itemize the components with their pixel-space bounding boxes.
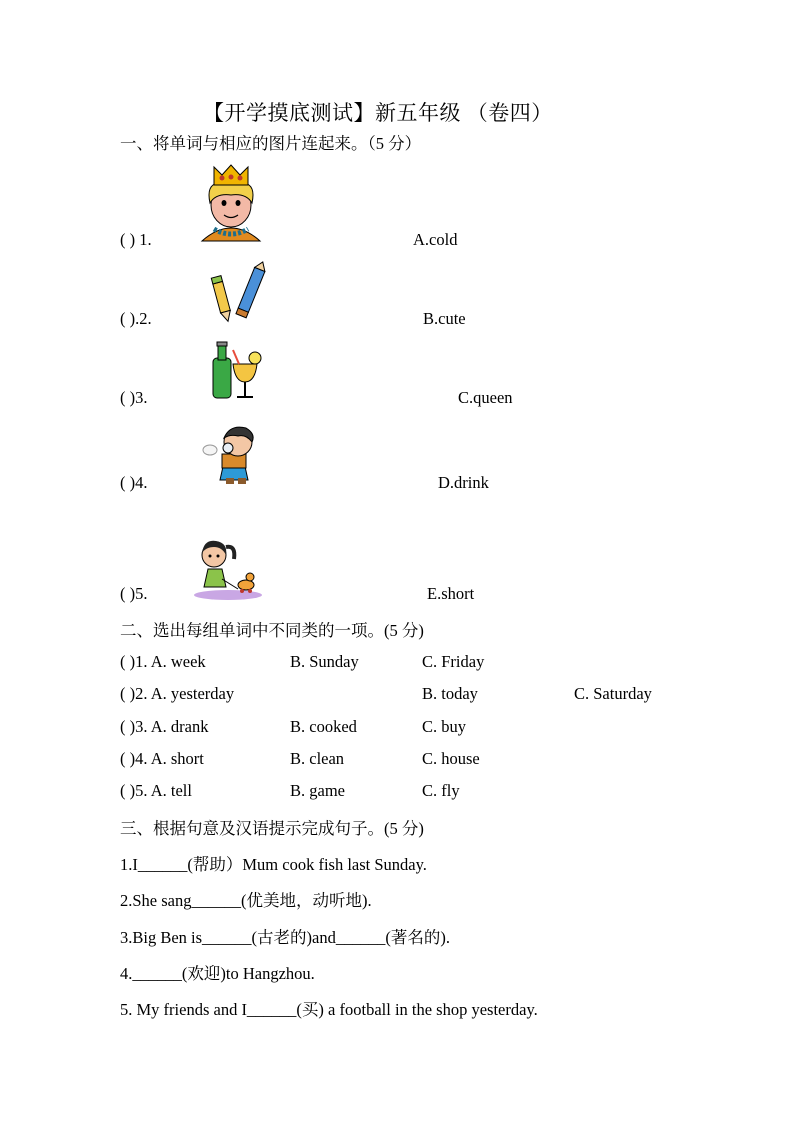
- odd-one-out-row-1-b: B. Sunday: [290, 652, 359, 671]
- match-item-5-word: E.short: [427, 584, 475, 603]
- section2-heading: 二、选出每组单词中不同类的一项。(5 分): [120, 621, 424, 640]
- match-item-4-label: ( )4.: [120, 473, 148, 492]
- match-item-1-word: A.cold: [413, 230, 458, 249]
- section3-heading: 三、根据句意及汉语提示完成句子。(5 分): [120, 819, 424, 838]
- odd-one-out-row-5-c: C. fly: [422, 781, 460, 800]
- odd-one-out-row-3-c: C. buy: [422, 717, 467, 736]
- odd-one-out-row-5-b: B. game: [290, 781, 345, 800]
- odd-one-out-row-2-c: C. Saturday: [574, 684, 652, 703]
- match-item-4-word: D.drink: [438, 473, 489, 492]
- queen-icon: [196, 163, 266, 245]
- sentence-5: 5. My friends and I______(买) a football in the shop yesterday.: [120, 1000, 538, 1019]
- odd-one-out-row-1-c: C. Friday: [422, 652, 485, 671]
- match-item-2-word: B.cute: [423, 309, 466, 328]
- drink-icon: [207, 340, 265, 402]
- odd-one-out-row-5-a: ( )5. A. tell: [120, 781, 192, 800]
- pencils-icon: [208, 260, 272, 324]
- sentence-1: 1.I______(帮助）Mum cook fish last Sunday.: [120, 855, 427, 874]
- cute-girl-icon: [192, 533, 264, 601]
- match-item-3-label: ( )3.: [120, 388, 148, 407]
- odd-one-out-row-4-b: B. clean: [290, 749, 345, 768]
- match-item-2-label: ( ).2.: [120, 309, 152, 328]
- odd-one-out-row-3-a: ( )3. A. drank: [120, 717, 209, 736]
- odd-one-out-row-4-c: C. house: [422, 749, 480, 768]
- odd-one-out-row-2-b: B. today: [422, 684, 478, 703]
- sentence-3: 3.Big Ben is______(古老的)and______(著名的).: [120, 928, 450, 947]
- cold-boy-icon: [200, 420, 262, 486]
- odd-one-out-row-3-b: B. cooked: [290, 717, 357, 736]
- odd-one-out-row-4-a: ( )4. A. short: [120, 749, 204, 768]
- odd-one-out-row-1-a: ( )1. A. week: [120, 652, 206, 671]
- match-item-3-word: C.queen: [458, 388, 513, 407]
- page-title: 【开学摸底测试】新五年级 （卷四）: [203, 101, 553, 125]
- section1-heading: 一、将单词与相应的图片连起来。（5 分）: [120, 134, 422, 153]
- match-item-5-label: ( )5.: [120, 584, 148, 603]
- odd-one-out-row-2-a: ( )2. A. yesterday: [120, 684, 235, 703]
- sentence-2: 2.She sang______(优美地，动听地).: [120, 891, 372, 910]
- sentence-4: 4.______(欢迎)to Hangzhou.: [120, 964, 315, 983]
- match-item-1-label: ( ) 1.: [120, 230, 152, 249]
